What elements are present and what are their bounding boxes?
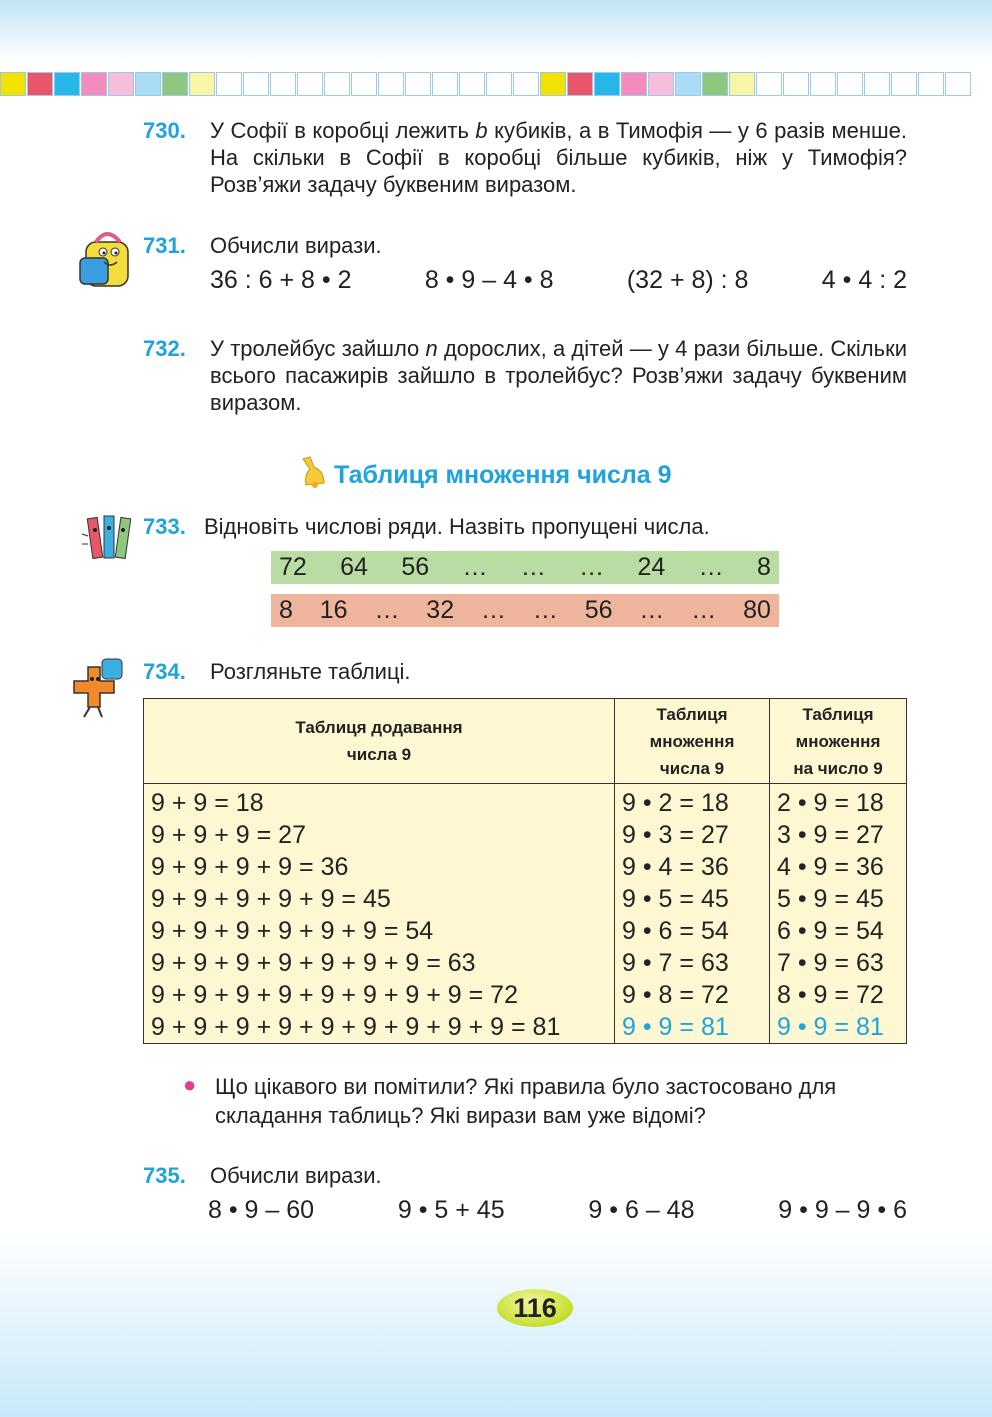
table-row: 9 • 8 = 72 (622, 981, 729, 1009)
series-value: 24 (637, 553, 666, 581)
heading-text: Таблиця множення числа 9 (334, 461, 672, 489)
strip-square (81, 72, 107, 96)
series-value: 64 (340, 553, 368, 581)
series-value: … (374, 596, 400, 624)
strip-square (675, 72, 701, 96)
table-header: Таблиця множення на число 9 (770, 699, 907, 784)
table-row: 9 + 9 + 9 + 9 + 9 + 9 = 54 (151, 917, 434, 945)
series-value: 32 (426, 596, 455, 624)
series-value: 56 (401, 553, 430, 581)
series-value: … (532, 596, 558, 624)
task-text: Обчисли вирази. (210, 233, 382, 258)
number-series-1 (271, 551, 779, 584)
series-value: 72 (279, 553, 307, 581)
backpack-icon (78, 228, 140, 295)
task-number: 730. (143, 118, 186, 143)
strip-square (378, 72, 404, 96)
table-header: Таблиця додавання числа 9 (144, 699, 615, 784)
table-row: 5 • 9 = 45 (777, 885, 884, 913)
strip-square (486, 72, 512, 96)
decorative-color-strip (0, 72, 992, 98)
series-value: … (520, 553, 546, 581)
strip-square (351, 72, 377, 96)
expression: (32 + 8) : 8 (626, 266, 749, 294)
discussion-question: Що цікавого ви помітили? Які правила було застосовано для складання таблиць? Які вирази вам уже відомі? (215, 1074, 837, 1128)
strip-square (864, 72, 890, 96)
series-value: … (462, 553, 488, 581)
table-row: 9 + 9 + 9 + 9 = 36 (151, 853, 349, 881)
strip-square (945, 72, 971, 96)
strip-square (324, 72, 350, 96)
plus-character-icon (68, 657, 130, 724)
strip-square (459, 72, 485, 96)
series-value: … (698, 553, 724, 581)
table-row: 9 + 9 + 9 = 27 (151, 821, 306, 849)
strip-square (783, 72, 809, 96)
strip-square (0, 72, 26, 96)
multiplication-column (615, 784, 770, 1044)
table-row: 9 • 9 = 81 (777, 1013, 884, 1041)
task-text: Обчисли вирази. (210, 1163, 382, 1188)
task-732 (143, 335, 907, 416)
series-value: … (691, 596, 717, 624)
table-header: Таблиця множення числа 9 (615, 699, 770, 784)
table-row: 9 • 5 = 45 (622, 885, 729, 913)
strip-square (918, 72, 944, 96)
number-series-2 (271, 594, 779, 627)
expression: 9 • 6 – 48 (588, 1196, 695, 1224)
task-text: Розгляньте таблиці. (210, 659, 411, 684)
strip-square (702, 72, 728, 96)
expression: 8 • 9 – 60 (208, 1196, 315, 1224)
strip-square (540, 72, 566, 96)
strip-square (108, 72, 134, 96)
strip-square (162, 72, 188, 96)
strip-square (405, 72, 431, 96)
table-row: 9 • 2 = 18 (622, 789, 729, 817)
table-row: 9 • 7 = 63 (622, 949, 729, 977)
multiplication-tables (143, 698, 907, 1044)
task-number: 733. (143, 514, 186, 539)
strip-square (594, 72, 620, 96)
expression: 9 • 9 – 9 • 6 (778, 1196, 907, 1224)
series-value: … (579, 553, 605, 581)
strip-square (216, 72, 242, 96)
table-row: 9 • 4 = 36 (622, 853, 729, 881)
section-heading (300, 455, 672, 496)
series-value: 8 (279, 596, 293, 624)
expression: 36 : 6 + 8 • 2 (210, 266, 352, 294)
addition-column (144, 784, 615, 1044)
variable-n: n (425, 336, 438, 361)
table-row: 9 + 9 + 9 + 9 + 9 = 45 (151, 885, 391, 913)
bell-icon (300, 455, 328, 496)
page-number: 116 (497, 1289, 573, 1327)
expression: 4 • 4 : 2 (821, 266, 907, 294)
series-value: … (639, 596, 665, 624)
pencils-icon (80, 514, 138, 575)
series-value: 16 (319, 596, 348, 624)
table-row: 4 • 9 = 36 (777, 853, 884, 881)
strip-square (243, 72, 269, 96)
table-row: 9 • 6 = 54 (622, 917, 729, 945)
strip-square (621, 72, 647, 96)
variable-b: b (475, 118, 488, 143)
table-row: 6 • 9 = 54 (777, 917, 884, 945)
table-row: 8 • 9 = 72 (777, 981, 884, 1009)
strip-square (648, 72, 674, 96)
table-row: 9 • 3 = 27 (622, 821, 729, 849)
table-row: 3 • 9 = 27 (777, 821, 884, 849)
table-row: 9 + 9 + 9 + 9 + 9 + 9 + 9 = 63 (151, 949, 476, 977)
table-row: 9 • 9 = 81 (622, 1013, 729, 1041)
task-731 (143, 232, 907, 262)
strip-square (567, 72, 593, 96)
task-number: 732. (143, 336, 186, 361)
table-row: 9 + 9 + 9 + 9 + 9 + 9 + 9 + 9 = 72 (151, 981, 518, 1009)
strip-square (810, 72, 836, 96)
strip-square (27, 72, 53, 96)
strip-square (756, 72, 782, 96)
table-row: 7 • 9 = 63 (777, 949, 884, 977)
task-number: 734. (143, 659, 186, 684)
task-735 (143, 1162, 907, 1192)
task-number: 735. (143, 1163, 186, 1188)
expression-row-735 (208, 1196, 907, 1225)
strip-square (513, 72, 539, 96)
strip-square (891, 72, 917, 96)
bullet-icon: ● (183, 1072, 197, 1097)
table-row: 2 • 9 = 18 (777, 789, 884, 817)
strip-square (729, 72, 755, 96)
table-row: 9 + 9 + 9 + 9 + 9 + 9 + 9 + 9 + 9 = 81 (151, 1013, 561, 1041)
strip-square (189, 72, 215, 96)
multiplication-by-column (770, 784, 907, 1044)
series-value: … (480, 596, 506, 624)
expression-row-731 (210, 266, 907, 295)
strip-square (837, 72, 863, 96)
strip-square (432, 72, 458, 96)
strip-square (270, 72, 296, 96)
expression: 8 • 9 – 4 • 8 (424, 266, 554, 294)
table-row: 9 + 9 = 18 (151, 789, 264, 817)
strip-square (54, 72, 80, 96)
task-text: Відновіть числові ряди. Назвіть пропущені числа. (204, 514, 710, 539)
series-value: 8 (757, 553, 771, 581)
series-value: 56 (584, 596, 613, 624)
series-value: 80 (743, 596, 771, 624)
strip-square (135, 72, 161, 96)
expression: 9 • 5 + 45 (397, 1196, 505, 1224)
task-733 (143, 513, 907, 543)
task-730 (143, 117, 907, 198)
task-734 (143, 658, 907, 688)
strip-square (297, 72, 323, 96)
task-text: У Софії в коробці лежить b кубиків, а в Тимофія — у 6 разів менше. На скільки в Софії в коробці більше кубиків, ніж у Тимофія? Розв’яжи задачу буквеним виразом. (210, 118, 908, 197)
task-text: У тролейбус зайшло n дорослих, а дітей — у 4 рази більше. Скільки всього пасажирів зайшло в тролейбус? Розв’яжи задачу буквеним виразом. (210, 336, 908, 415)
task-number: 731. (143, 233, 186, 258)
